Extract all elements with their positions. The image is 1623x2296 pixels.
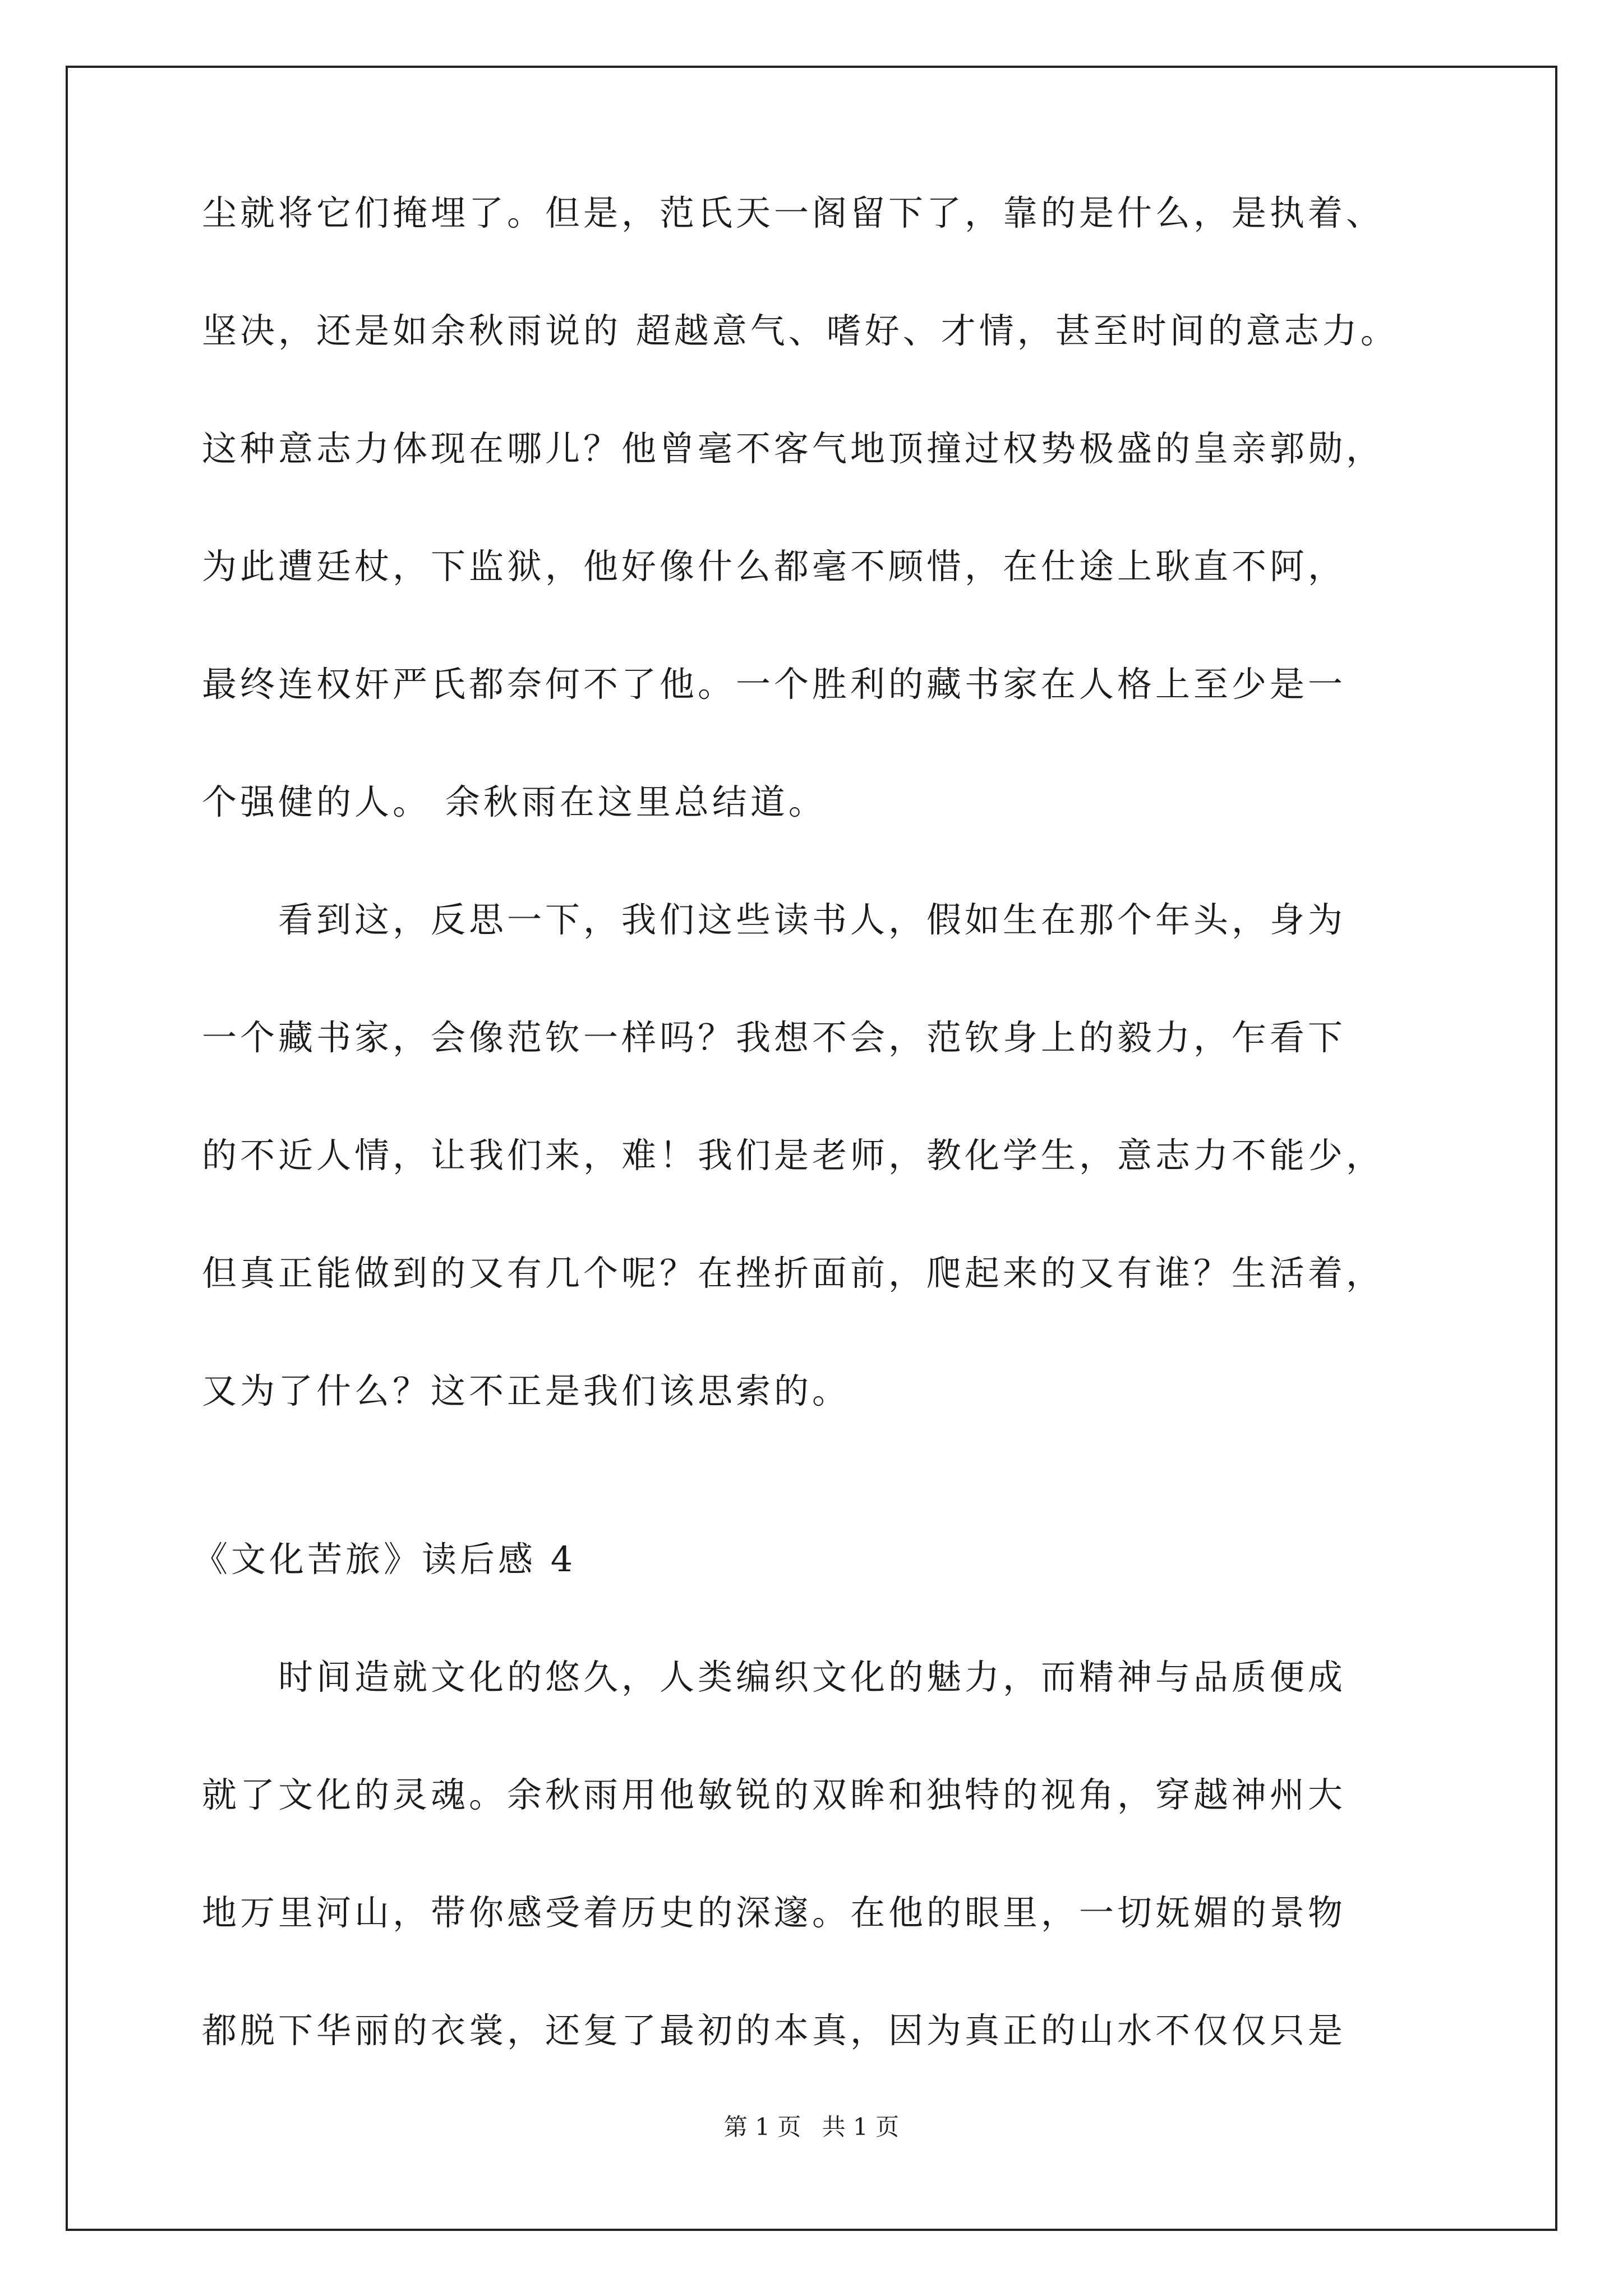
text-line: 地万里河山，带你感受着历史的深邃。在他的眼里，一切妩媚的景物 (202, 1892, 1347, 1933)
section-heading: 《文化苦旅》读后感 4 (193, 1539, 577, 1580)
text-line: 时间造就文化的悠久，人类编织文化的魅力，而精神与品质便成 (278, 1657, 1347, 1697)
page-total: 共 1 页 (822, 2113, 900, 2141)
text-line: 都脱下华丽的衣裳，还复了最初的本真，因为真正的山水不仅仅只是 (202, 2010, 1347, 2051)
text-line: 坚决，还是如余秋雨说的 超越意气、嗜好、才情，甚至时间的意志力。 (202, 310, 1399, 351)
text-line: 尘就将它们掩埋了。但是，范氏天一阁留下了，靠的是什么，是执着、 (202, 192, 1385, 233)
page-footer (0, 2110, 1623, 2144)
text-line: 但真正能做到的又有几个呢？在挫折面前，爬起来的又有谁？生活着， (202, 1253, 1385, 1294)
text-line: 为此遭廷杖，下监狱，他好像什么都毫不顾惜，在仕途上耿直不阿， (202, 546, 1347, 587)
text-line: 的不近人情，让我们来，难！我们是老师，教化学生，意志力不能少， (202, 1135, 1385, 1176)
page-number: 第 1 页 (723, 2113, 801, 2141)
text-line: 又为了什么？这不正是我们该思索的。 (202, 1370, 851, 1411)
text-line: 一个藏书家，会像范钦一样吗？我想不会，范钦身上的毅力，乍看下 (202, 1017, 1347, 1058)
text-line: 看到这，反思一下，我们这些读书人，假如生在那个年头，身为 (278, 899, 1347, 940)
text-line: 就了文化的灵魂。余秋雨用他敏锐的双眸和独特的视角，穿越神州大 (202, 1774, 1347, 1815)
text-line: 个强健的人。 余秋雨在这里总结道。 (202, 781, 827, 822)
text-line: 这种意志力体现在哪儿？他曾毫不客气地顶撞过权势极盛的皇亲郭勋， (202, 428, 1385, 469)
text-line: 最终连权奸严氏都奈何不了他。一个胜利的藏书家在人格上至少是一 (202, 664, 1347, 705)
